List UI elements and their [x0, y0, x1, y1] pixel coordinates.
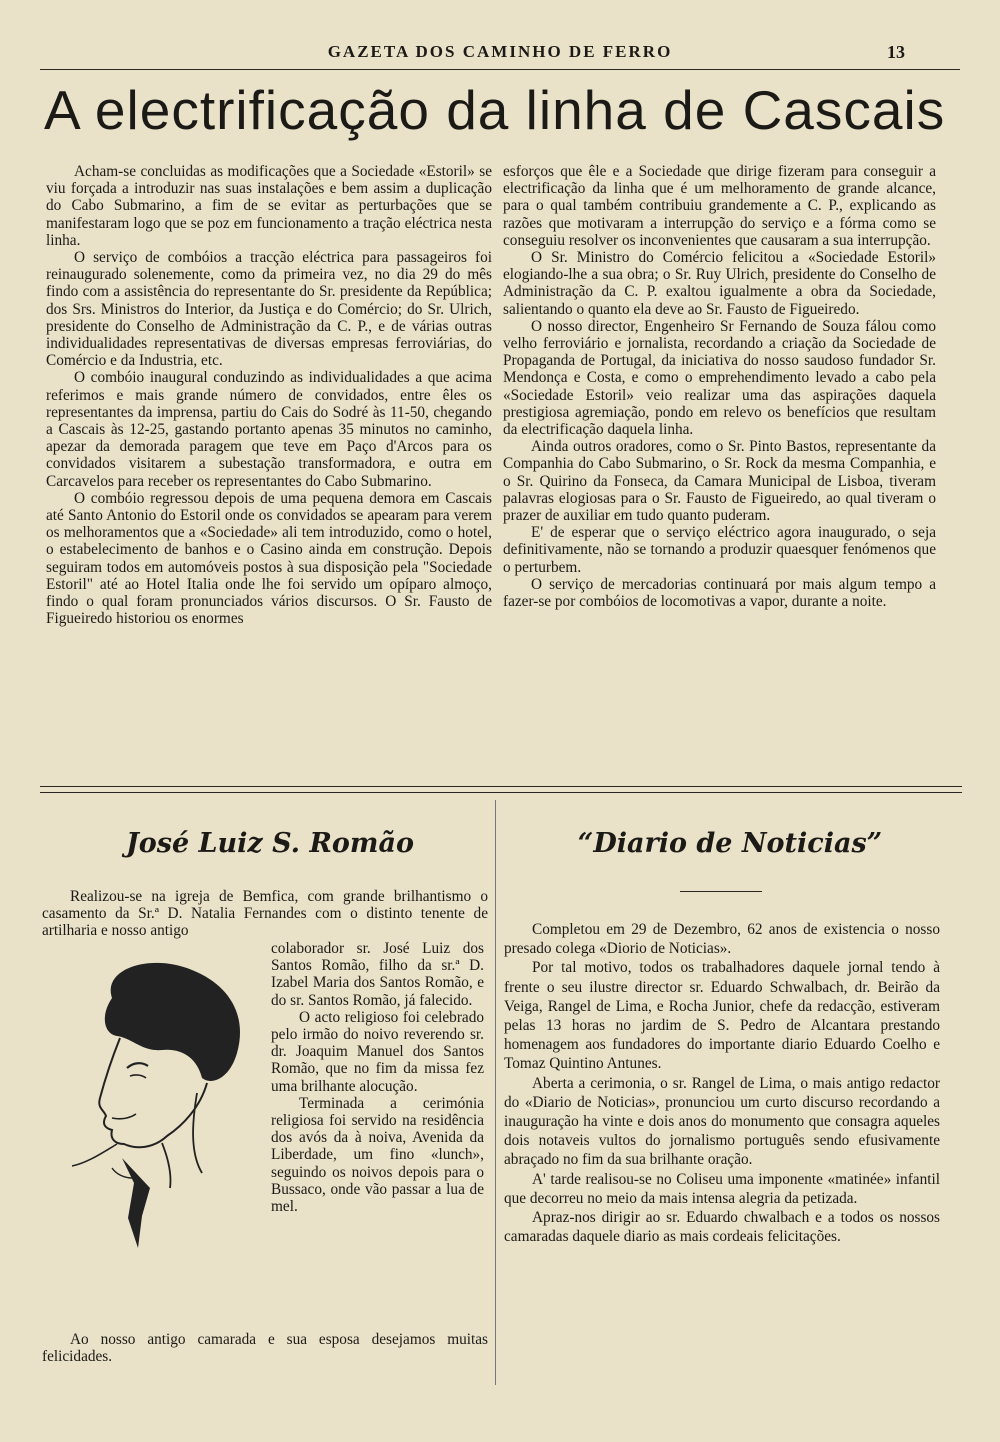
article-title-romao: José Luiz S. Romão [125, 828, 415, 859]
paragraph: O combóio inaugural conduzindo as individualidades a que acima referimos e mais grande número de convidados, entre êles os representantes da imprensa, partiu do Cais do Sodré às 11-50, chegando a Cascais às 12-25, gastando portanto apenas 35 minutos no caminho, apezar da demorada paragem que teve em Paço d'Arcos para os convidados visitarem a subestação transformadora, e outra em Carcavelos para receber os representantes do Cabo Submarino. [46, 369, 492, 490]
publication-name: GAZETA DOS CAMINHO DE FERRO [327, 42, 673, 61]
portrait-illustration [42, 958, 264, 1258]
article-title-electrificacao: A electrificação da linha de Cascais [44, 79, 946, 141]
paragraph: O Sr. Ministro do Comércio felicitou a «Sociedade Estoril» elogiando-lhe a sua obra; o Sr. Ruy Ulrich, presidente do Conselho de Administração da C. P. exaltou igualmente a obra da Sociedade, salientando o quanto ela deve ao Sr. Fausto de Figueiredo. [503, 249, 936, 318]
paragraph-continuation: colaborador sr. José Luiz dos Santos Romão, filho da sr.ª D. Izabel Maria dos Santos Romão, e do sr. Santos Romão, já falecido. [271, 940, 484, 1009]
paragraph: Ainda outros oradores, como o Sr. Pinto Bastos, representante da Companhia do Cabo Submarino, o Sr. Rock da mesma Companhia, e o Sr. Quirino da Fonseca, da Camara Municipal de Lisboa, tiveram palavras elogiosas para o Sr. Fausto de Figueiredo, ao qual tiveram o prazer de auxiliar em tudo quanto puderam. [503, 438, 936, 525]
paragraph: Terminada a cerimónia religiosa foi servido na residência dos avós da à noiva, Avenida da Liberdade, um fino «lunch», seguindo os noivos depois para o Bussaco, onde vão passar a lua de mel. [271, 1094, 484, 1216]
paragraph: Aberta a cerimonia, o sr. Rangel de Lima, o mais antigo redactor do «Diario de Noticias», pronunciou um curto discurso recordando a inauguração ha vinte e dois anos do monumento que consagra aqueles dois notaveis vultos do jornalismo português sendo efusivamente abraçado no fim da sua brilhante oração. [504, 1074, 940, 1169]
paragraph: O serviço de mercadorias continuará por mais algum tempo a fazer-se por combóios de locomotivas a vapor, durante a noite. [503, 575, 936, 611]
page-number: 13 [887, 42, 905, 62]
paragraph: Acham-se concluidas as modificações que a Sociedade «Estoril» se viu forçada a introduzir nas suas instalações e bem assim a duplicação do Cabo Submarino, a fim de se evitar as perturbações que se manifestaram logo que se poz em funcionamento a tração eléctrica nesta linha. [46, 163, 492, 249]
section-divider [40, 786, 962, 793]
article-romao-closing [42, 1331, 488, 1365]
article-diario-body [504, 920, 940, 1246]
paragraph: Completou em 29 de Dezembro, 62 anos de existencia o nosso presado colega «Diorio de Noticias». [504, 921, 940, 958]
article-electrificacao-right-column [503, 163, 936, 610]
paragraph-continuation: esforços que êle e a Sociedade que dirige fizeram para conseguir a electrificação da linha que é um melhoramento de grande alcance, para o qual também contribuiu grandemente a C. P., explicando as razões que motivaram a interrupção do serviço e a fórma como se conseguiu resolver os inconvenientes que causaram a sua interrupção. [503, 163, 936, 249]
paragraph: O combóio regressou depois de uma pequena demora em Cascais até Santo Antonio do Estoril onde os convidados se apearam para verem os melhoramentos que a «Sociedade» ali tem introduzido, como o hotel, o estabelecimento de banhos e o Casino ainda em construção. Depois seguiram todos em automóveis postos à sua disposição pela "Sociedade Estoril" até ao Hotel Italia onde lhe foi servido um opíparo almoço, findo o qual foram pronunciados vários discursos. O Sr. Fausto de Figueiredo historiou os enormes [46, 489, 492, 628]
column-divider [495, 800, 496, 1385]
page-header [40, 42, 960, 70]
paragraph: Por tal motivo, todos os trabalhadores daquele jornal tendo à frente o seu ilustre director sr. Eduardo Schwalbach, dr. Beirão da Veiga, Rangel de Lima, e Rocha Junior, chefe da redacção, estiveram pelas 13 horas no jardim de S. Pedro de Alcantara prestando homenagem aos fundadores do importante diario Eduardo Coelho e Tomaz Quintino Antunes. [504, 959, 940, 1073]
article-electrificacao-left-column [46, 163, 492, 627]
article-romao-intro [42, 888, 488, 940]
paragraph: A' tarde realisou-se no Coliseu uma imponente «matinée» infantil que decorreu no meio da mais intensa alegria da petizada. [504, 1170, 940, 1207]
paragraph: O serviço de combóios a tracção eléctrica para passageiros foi reinaugurado solenemente, como da primeira vez, no dia 29 do mês findo com a assistência do representante do Sr. presidente da República; dos Srs. Ministros do Interior, da Justiça e do Comércio; do Sr. Ulrich, presidente do Conselho de Administração da C. P., e de várias outras individualidades representativas de diversas empresas ferroviárias, do Comércio e da Industria, etc. [46, 249, 492, 370]
paragraph: E' de esperar que o serviço eléctrico agora inaugurado, o seja definitivamente, não se tornando a produzir quaesquer fenómenos que o perturbem. [503, 524, 936, 576]
paragraph: Realizou-se na igreja de Bemfica, com grande brilhantismo o casamento da Sr.ª D. Natalia Fernandes com o distinto tenente de artilharia e nosso antigo [42, 888, 488, 940]
title-underline-rule [680, 891, 762, 892]
paragraph: Ao nosso antigo camarada e sua esposa desejamos muitas felicidades. [42, 1331, 488, 1366]
paragraph: O acto religioso foi celebrado pelo irmão do noivo reverendo sr. dr. Joaquim Manuel dos Santos Romão, que no fim da missa fez uma brilhante alocução. [271, 1008, 484, 1095]
article-title-diario: “Diario de Noticias” [577, 828, 883, 859]
paragraph: Apraz-nos dirigir ao sr. Eduardo chwalbach e a todos os nossos camaradas daquele diario as mais cordeais felicitações. [504, 1209, 940, 1246]
article-romao-narrow-column [271, 940, 484, 1215]
paragraph: O nosso director, Engenheiro Sr Fernando de Souza fálou como velho ferroviário e jornalista, recordando a criação da Sociedade de Propaganda de Portugal, da iniciativa do nosso saudoso fundador Sr. Mendonça e Costa, e como o emprehendimento levado a cabo pela «Sociedade Estoril» veio realizar uma das aspirações daquela prestigiosa agremiação, pondo em relevo os benefícios que resultam da electrificação daquela linha. [503, 317, 936, 439]
